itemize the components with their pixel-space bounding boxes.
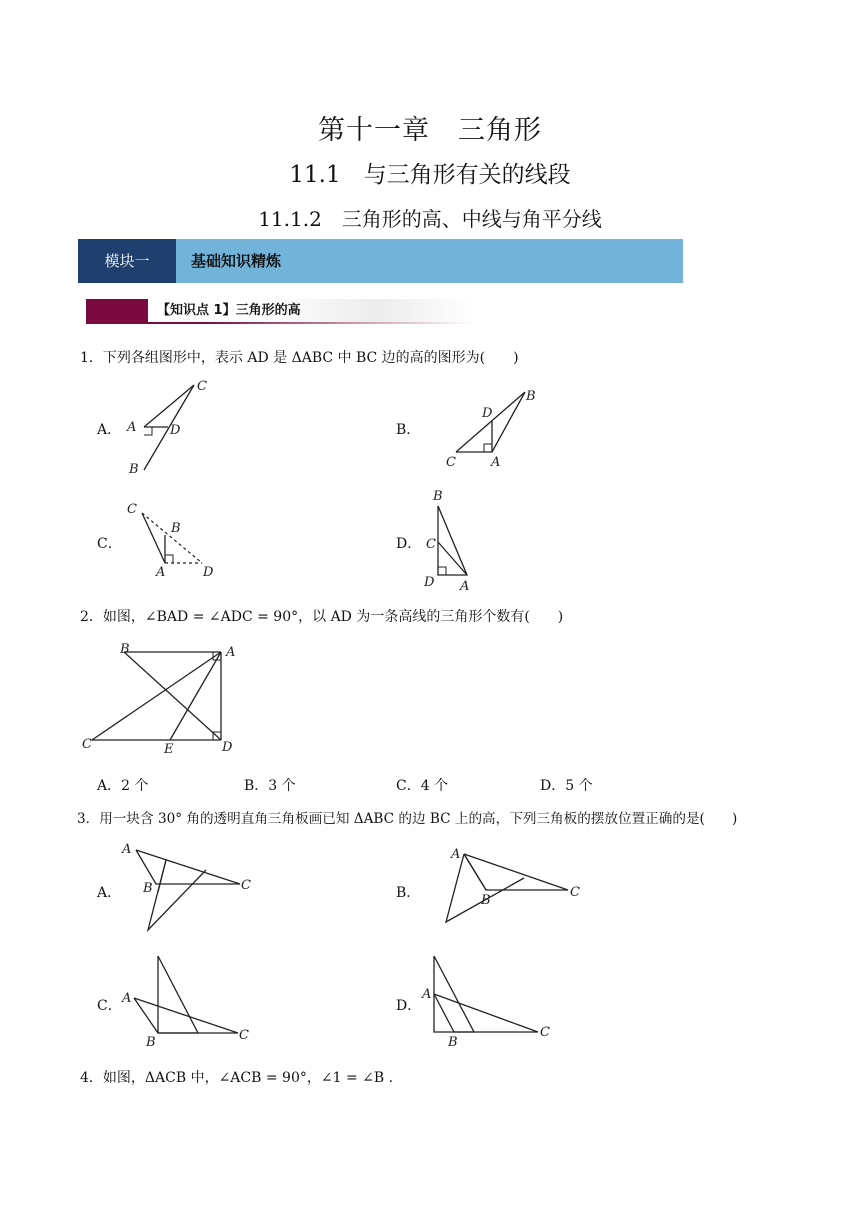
module-title: 基础知识精炼: [191, 252, 282, 270]
question-4: 4．如图，ΔACB 中，∠ACB = 90°，∠1 = ∠B .: [80, 1070, 394, 1086]
label-c: C: [570, 885, 580, 900]
q3-option-b-label: B．: [396, 885, 421, 901]
q1-figure-b: [440, 380, 545, 475]
label-b: B: [146, 1035, 156, 1050]
label-c: C: [239, 1028, 249, 1043]
q2-option-b: B．3 个: [244, 778, 296, 794]
q2-option-c: C．4 个: [396, 778, 449, 794]
q2-option-a: A．2 个: [97, 778, 149, 794]
question-1: 1．下列各组图形中，表示 AD 是 ΔABC 中 BC 边的高的图形为( ): [80, 350, 519, 366]
module-tab: 模块一: [78, 239, 176, 283]
label-c: C: [540, 1025, 550, 1040]
question-3: 3．用一块含 30° 角的透明直角三角板画已知 ΔABC 的边 BC 上的高，下列三角板的摆放位置正确的是( ): [77, 811, 738, 827]
label-c: C: [197, 379, 207, 394]
question-2: 2．如图，∠BAD = ∠ADC = 90°，以 AD 为一条高线的三角形个数有( ): [80, 609, 564, 625]
q1-figure-d: [418, 482, 488, 594]
q3-option-a-label: A．: [97, 885, 122, 901]
label-a: A: [127, 420, 137, 435]
label-b: B: [143, 881, 153, 896]
knowledge-point-marker: [86, 299, 148, 323]
label-c: C: [241, 878, 251, 893]
label-d: D: [170, 423, 181, 438]
q1-figure-a: [118, 372, 223, 482]
label-b: B: [129, 462, 139, 477]
label-a: A: [226, 645, 236, 660]
section-title: 11.1 与三角形有关的线段: [289, 162, 571, 188]
q2-figure: [78, 638, 248, 758]
q1-figure-c: [118, 492, 228, 587]
label-c: C: [82, 737, 92, 752]
label-b: B: [526, 389, 536, 404]
label-a: A: [122, 842, 132, 857]
q3-figure-d: [418, 950, 568, 1050]
label-a: A: [451, 847, 461, 862]
label-a: A: [422, 987, 432, 1002]
q3-option-d-label: D．: [396, 998, 422, 1014]
label-a: A: [460, 579, 470, 594]
label-c: C: [127, 502, 137, 517]
label-a: A: [122, 991, 132, 1006]
q3-option-c-label: C．: [97, 998, 122, 1014]
subsection-title: 11.1.2 三角形的高、中线与角平分线: [258, 207, 602, 231]
q3-figure-c: [118, 950, 268, 1050]
label-c: C: [426, 537, 436, 552]
q2-option-d: D．5 个: [540, 778, 593, 794]
label-a: A: [491, 455, 501, 470]
chapter-title: 第十一章 三角形: [318, 115, 542, 146]
q1-option-d-label: D．: [396, 536, 422, 552]
label-c: C: [446, 455, 456, 470]
q1-option-c-label: C．: [97, 536, 122, 552]
label-a: A: [156, 565, 166, 580]
q3-figure-a: [118, 836, 268, 936]
label-d: D: [203, 565, 214, 580]
label-d: D: [482, 406, 493, 421]
label-b: B: [120, 642, 130, 657]
label-b: B: [448, 1035, 458, 1050]
q3-figure-b: [438, 842, 588, 932]
label-d: D: [424, 575, 435, 590]
label-b: B: [433, 489, 443, 504]
label-d: D: [222, 740, 233, 755]
knowledge-point-title: 【知识点 1】三角形的高: [157, 303, 301, 318]
label-b: B: [481, 893, 491, 908]
q1-option-b-label: B．: [396, 422, 421, 438]
q1-option-a-label: A．: [97, 422, 122, 438]
label-e: E: [164, 742, 174, 757]
label-b: B: [171, 521, 181, 536]
